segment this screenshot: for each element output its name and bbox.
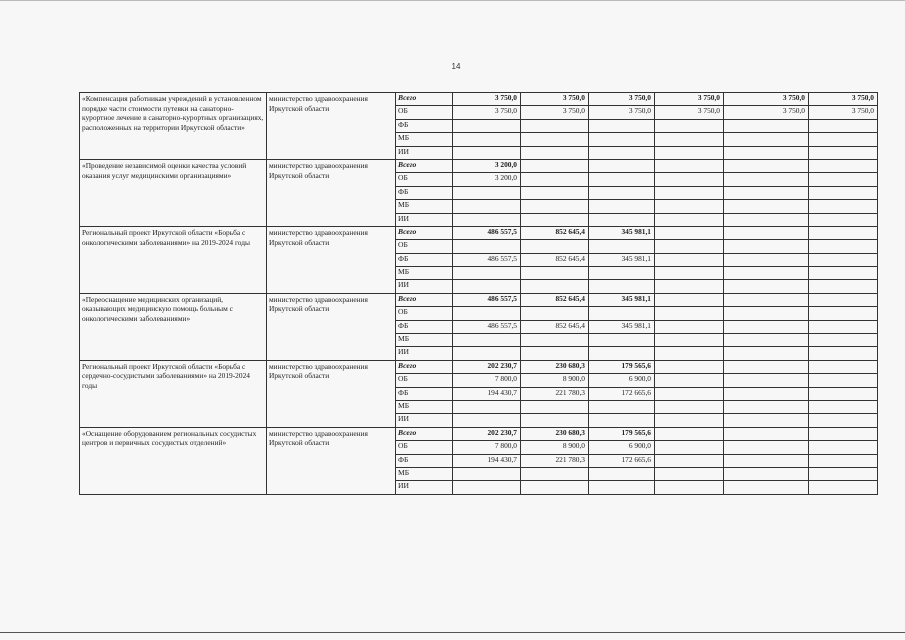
- amount-cell: 3 750,0: [521, 106, 589, 119]
- amount-cell: [655, 387, 724, 400]
- funding-source-cell: ОБ: [396, 240, 453, 253]
- amount-cell: 3 750,0: [809, 93, 878, 106]
- amount-cell: [724, 146, 809, 159]
- activity-name-cell: «Оснащение оборудованием региональных сосудистых центров и первичных сосудистых отделений»: [80, 427, 267, 494]
- amount-cell: [724, 374, 809, 387]
- amount-cell: [809, 334, 878, 347]
- amount-cell: 3 750,0: [453, 106, 521, 119]
- amount-cell: [809, 159, 878, 172]
- amount-cell: [453, 307, 521, 320]
- amount-cell: [724, 320, 809, 333]
- amount-cell: [655, 146, 724, 159]
- amount-cell: [655, 253, 724, 266]
- amount-cell: [655, 481, 724, 494]
- amount-cell: [521, 467, 589, 480]
- funding-source-cell: ОБ: [396, 374, 453, 387]
- amount-cell: 8 900,0: [521, 374, 589, 387]
- amount-cell: [521, 119, 589, 132]
- amount-cell: 3 750,0: [724, 93, 809, 106]
- amount-cell: [809, 293, 878, 306]
- amount-cell: 3 200,0: [453, 159, 521, 172]
- amount-cell: [724, 481, 809, 494]
- amount-cell: [589, 334, 655, 347]
- funding-source-cell: ФБ: [396, 253, 453, 266]
- amount-cell: [809, 360, 878, 373]
- funding-source-cell: ОБ: [396, 106, 453, 119]
- amount-cell: [655, 374, 724, 387]
- amount-cell: 345 981,1: [589, 320, 655, 333]
- amount-cell: [453, 481, 521, 494]
- amount-cell: [589, 119, 655, 132]
- amount-cell: [724, 400, 809, 413]
- amount-cell: [589, 267, 655, 280]
- amount-cell: [521, 133, 589, 146]
- amount-cell: 221 780,3: [521, 454, 589, 467]
- amount-cell: [655, 334, 724, 347]
- amount-cell: [655, 320, 724, 333]
- table-body: [80, 93, 878, 495]
- amount-cell: 345 981,1: [589, 226, 655, 239]
- activity-name-cell: Региональный проект Иркутской области «Борьба с онкологическими заболеваниями» на 2019-2024 годы: [80, 226, 267, 293]
- amount-cell: [521, 414, 589, 427]
- amount-cell: [809, 240, 878, 253]
- amount-cell: [655, 293, 724, 306]
- amount-cell: [589, 240, 655, 253]
- amount-cell: [724, 293, 809, 306]
- amount-cell: 179 565,6: [589, 427, 655, 440]
- amount-cell: [724, 360, 809, 373]
- amount-cell: [521, 280, 589, 293]
- amount-cell: [589, 213, 655, 226]
- activity-name-cell: «Переоснащение медицинских организаций, оказывающих медицинскую помощь больным с онкологическими заболеваниями»: [80, 293, 267, 360]
- amount-cell: 3 750,0: [589, 93, 655, 106]
- amount-cell: 7 800,0: [453, 374, 521, 387]
- amount-cell: [589, 414, 655, 427]
- responsible-executor-cell: министерство здравоохранения Иркутской области: [267, 226, 396, 293]
- amount-cell: [724, 173, 809, 186]
- amount-cell: [809, 133, 878, 146]
- amount-cell: [521, 173, 589, 186]
- amount-cell: [809, 454, 878, 467]
- amount-cell: [453, 240, 521, 253]
- amount-cell: [521, 267, 589, 280]
- amount-cell: [453, 119, 521, 132]
- amount-cell: 230 680,3: [521, 427, 589, 440]
- amount-cell: [453, 400, 521, 413]
- funding-source-cell: МБ: [396, 200, 453, 213]
- amount-cell: 172 665,6: [589, 454, 655, 467]
- amount-cell: [589, 159, 655, 172]
- amount-cell: 172 665,6: [589, 387, 655, 400]
- amount-cell: 486 557,5: [453, 253, 521, 266]
- amount-cell: [655, 173, 724, 186]
- funding-source-cell: ФБ: [396, 387, 453, 400]
- amount-cell: [453, 414, 521, 427]
- activity-name-cell: Региональный проект Иркутской области «Борьба с сердечно-сосудистыми заболеваниями» на 2019-2024 годы: [80, 360, 267, 427]
- amount-cell: [453, 280, 521, 293]
- amount-cell: 3 750,0: [655, 93, 724, 106]
- amount-cell: 3 750,0: [453, 93, 521, 106]
- funding-source-cell: Всего: [396, 360, 453, 373]
- funding-source-cell: МБ: [396, 267, 453, 280]
- amount-cell: [724, 159, 809, 172]
- amount-cell: [809, 441, 878, 454]
- amount-cell: [589, 347, 655, 360]
- amount-cell: [521, 159, 589, 172]
- bottom-edge-line: [0, 632, 905, 635]
- amount-cell: [809, 387, 878, 400]
- amount-cell: [453, 267, 521, 280]
- amount-cell: 3 750,0: [809, 106, 878, 119]
- amount-cell: [589, 307, 655, 320]
- funding-source-cell: ФБ: [396, 320, 453, 333]
- amount-cell: [521, 146, 589, 159]
- amount-cell: [809, 146, 878, 159]
- amount-cell: [809, 267, 878, 280]
- activity-name-cell: «Компенсация работникам учреждений в установленном порядке части стоимости путевки на санаторно-курортное лечение в санаторно-курортных организациях, расположенных на территории Иркутской области»: [80, 93, 267, 160]
- amount-cell: [809, 226, 878, 239]
- responsible-executor-cell: министерство здравоохранения Иркутской области: [267, 159, 396, 226]
- amount-cell: [809, 186, 878, 199]
- table-row: [80, 159, 878, 172]
- table-row: [80, 293, 878, 306]
- amount-cell: [589, 200, 655, 213]
- amount-cell: 202 230,7: [453, 427, 521, 440]
- amount-cell: [809, 374, 878, 387]
- amount-cell: [809, 400, 878, 413]
- amount-cell: [655, 226, 724, 239]
- amount-cell: [724, 441, 809, 454]
- funding-source-cell: ИИ: [396, 481, 453, 494]
- amount-cell: [655, 400, 724, 413]
- amount-cell: 345 981,1: [589, 293, 655, 306]
- amount-cell: [589, 481, 655, 494]
- amount-cell: [724, 454, 809, 467]
- amount-cell: [724, 280, 809, 293]
- amount-cell: [809, 253, 878, 266]
- amount-cell: [655, 119, 724, 132]
- amount-cell: 852 645,4: [521, 253, 589, 266]
- amount-cell: 3 750,0: [521, 93, 589, 106]
- amount-cell: [589, 146, 655, 159]
- amount-cell: 194 430,7: [453, 454, 521, 467]
- amount-cell: [655, 267, 724, 280]
- amount-cell: [809, 307, 878, 320]
- responsible-executor-cell: министерство здравоохранения Иркутской области: [267, 93, 396, 160]
- amount-cell: [655, 280, 724, 293]
- funding-source-cell: ОБ: [396, 307, 453, 320]
- funding-source-cell: ОБ: [396, 173, 453, 186]
- funding-source-cell: МБ: [396, 334, 453, 347]
- responsible-executor-cell: министерство здравоохранения Иркутской области: [267, 427, 396, 494]
- amount-cell: 486 557,5: [453, 320, 521, 333]
- amount-cell: 202 230,7: [453, 360, 521, 373]
- funding-source-cell: МБ: [396, 400, 453, 413]
- amount-cell: [655, 307, 724, 320]
- activity-name-cell: «Проведение независимой оценки качества условий оказания услуг медицинскими организациями»: [80, 159, 267, 226]
- amount-cell: [724, 119, 809, 132]
- amount-cell: [724, 240, 809, 253]
- amount-cell: [655, 414, 724, 427]
- funding-source-cell: ИИ: [396, 347, 453, 360]
- amount-cell: 852 645,4: [521, 226, 589, 239]
- amount-cell: [453, 334, 521, 347]
- amount-cell: [724, 213, 809, 226]
- funding-source-cell: Всего: [396, 159, 453, 172]
- amount-cell: 345 981,1: [589, 253, 655, 266]
- funding-source-cell: ИИ: [396, 146, 453, 159]
- responsible-executor-cell: министерство здравоохранения Иркутской области: [267, 293, 396, 360]
- amount-cell: 852 645,4: [521, 293, 589, 306]
- amount-cell: [453, 347, 521, 360]
- amount-cell: [809, 320, 878, 333]
- amount-cell: 852 645,4: [521, 320, 589, 333]
- funding-source-cell: ОБ: [396, 441, 453, 454]
- amount-cell: [724, 226, 809, 239]
- funding-source-cell: Всего: [396, 427, 453, 440]
- amount-cell: 3 200,0: [453, 173, 521, 186]
- amount-cell: [521, 200, 589, 213]
- funding-source-cell: ИИ: [396, 414, 453, 427]
- amount-cell: [655, 454, 724, 467]
- funding-source-cell: Всего: [396, 93, 453, 106]
- amount-cell: 7 800,0: [453, 441, 521, 454]
- amount-cell: [589, 280, 655, 293]
- table-row: [80, 427, 878, 440]
- amount-cell: [453, 133, 521, 146]
- amount-cell: [453, 467, 521, 480]
- amount-cell: [724, 253, 809, 266]
- funding-source-cell: Всего: [396, 293, 453, 306]
- amount-cell: [589, 173, 655, 186]
- amount-cell: [724, 267, 809, 280]
- amount-cell: 221 780,3: [521, 387, 589, 400]
- amount-cell: [655, 360, 724, 373]
- amount-cell: [589, 186, 655, 199]
- amount-cell: [453, 186, 521, 199]
- amount-cell: [809, 481, 878, 494]
- page-number: 14: [451, 62, 461, 71]
- amount-cell: [521, 400, 589, 413]
- amount-cell: [724, 186, 809, 199]
- amount-cell: [809, 173, 878, 186]
- amount-cell: [655, 467, 724, 480]
- amount-cell: [655, 133, 724, 146]
- funding-source-cell: Всего: [396, 226, 453, 239]
- amount-cell: [521, 347, 589, 360]
- amount-cell: [655, 200, 724, 213]
- amount-cell: [724, 334, 809, 347]
- amount-cell: [809, 414, 878, 427]
- amount-cell: 486 557,5: [453, 293, 521, 306]
- amount-cell: [809, 280, 878, 293]
- amount-cell: [724, 200, 809, 213]
- amount-cell: [655, 186, 724, 199]
- amount-cell: [724, 347, 809, 360]
- funding-table: [79, 92, 878, 495]
- funding-source-cell: МБ: [396, 133, 453, 146]
- amount-cell: [589, 133, 655, 146]
- amount-cell: [724, 307, 809, 320]
- top-edge-line: [0, 0, 905, 5]
- amount-cell: [453, 146, 521, 159]
- amount-cell: [655, 427, 724, 440]
- amount-cell: [809, 467, 878, 480]
- amount-cell: 179 565,6: [589, 360, 655, 373]
- funding-source-cell: ФБ: [396, 454, 453, 467]
- amount-cell: [521, 213, 589, 226]
- amount-cell: [655, 159, 724, 172]
- amount-cell: [521, 481, 589, 494]
- amount-cell: [453, 213, 521, 226]
- amount-cell: 194 430,7: [453, 387, 521, 400]
- amount-cell: [521, 334, 589, 347]
- funding-source-cell: МБ: [396, 467, 453, 480]
- amount-cell: [809, 213, 878, 226]
- amount-cell: [809, 427, 878, 440]
- table-row: [80, 226, 878, 239]
- amount-cell: [589, 467, 655, 480]
- amount-cell: 3 750,0: [655, 106, 724, 119]
- funding-source-cell: ИИ: [396, 213, 453, 226]
- amount-cell: 6 900,0: [589, 374, 655, 387]
- amount-cell: [655, 441, 724, 454]
- amount-cell: [453, 200, 521, 213]
- funding-source-cell: ФБ: [396, 119, 453, 132]
- responsible-executor-cell: министерство здравоохранения Иркутской области: [267, 360, 396, 427]
- funding-source-cell: ИИ: [396, 280, 453, 293]
- amount-cell: [655, 213, 724, 226]
- amount-cell: 8 900,0: [521, 441, 589, 454]
- table-row: [80, 93, 878, 106]
- amount-cell: 3 750,0: [589, 106, 655, 119]
- amount-cell: [521, 307, 589, 320]
- amount-cell: 3 750,0: [724, 106, 809, 119]
- amount-cell: [724, 133, 809, 146]
- amount-cell: [521, 240, 589, 253]
- amount-cell: [521, 186, 589, 199]
- amount-cell: [724, 467, 809, 480]
- amount-cell: 6 900,0: [589, 441, 655, 454]
- amount-cell: [655, 240, 724, 253]
- amount-cell: [589, 400, 655, 413]
- table-row: [80, 360, 878, 373]
- amount-cell: [724, 427, 809, 440]
- amount-cell: [809, 347, 878, 360]
- amount-cell: [724, 414, 809, 427]
- funding-source-cell: ФБ: [396, 186, 453, 199]
- amount-cell: [655, 347, 724, 360]
- amount-cell: [724, 387, 809, 400]
- amount-cell: [809, 200, 878, 213]
- amount-cell: 230 680,3: [521, 360, 589, 373]
- amount-cell: [809, 119, 878, 132]
- amount-cell: 486 557,5: [453, 226, 521, 239]
